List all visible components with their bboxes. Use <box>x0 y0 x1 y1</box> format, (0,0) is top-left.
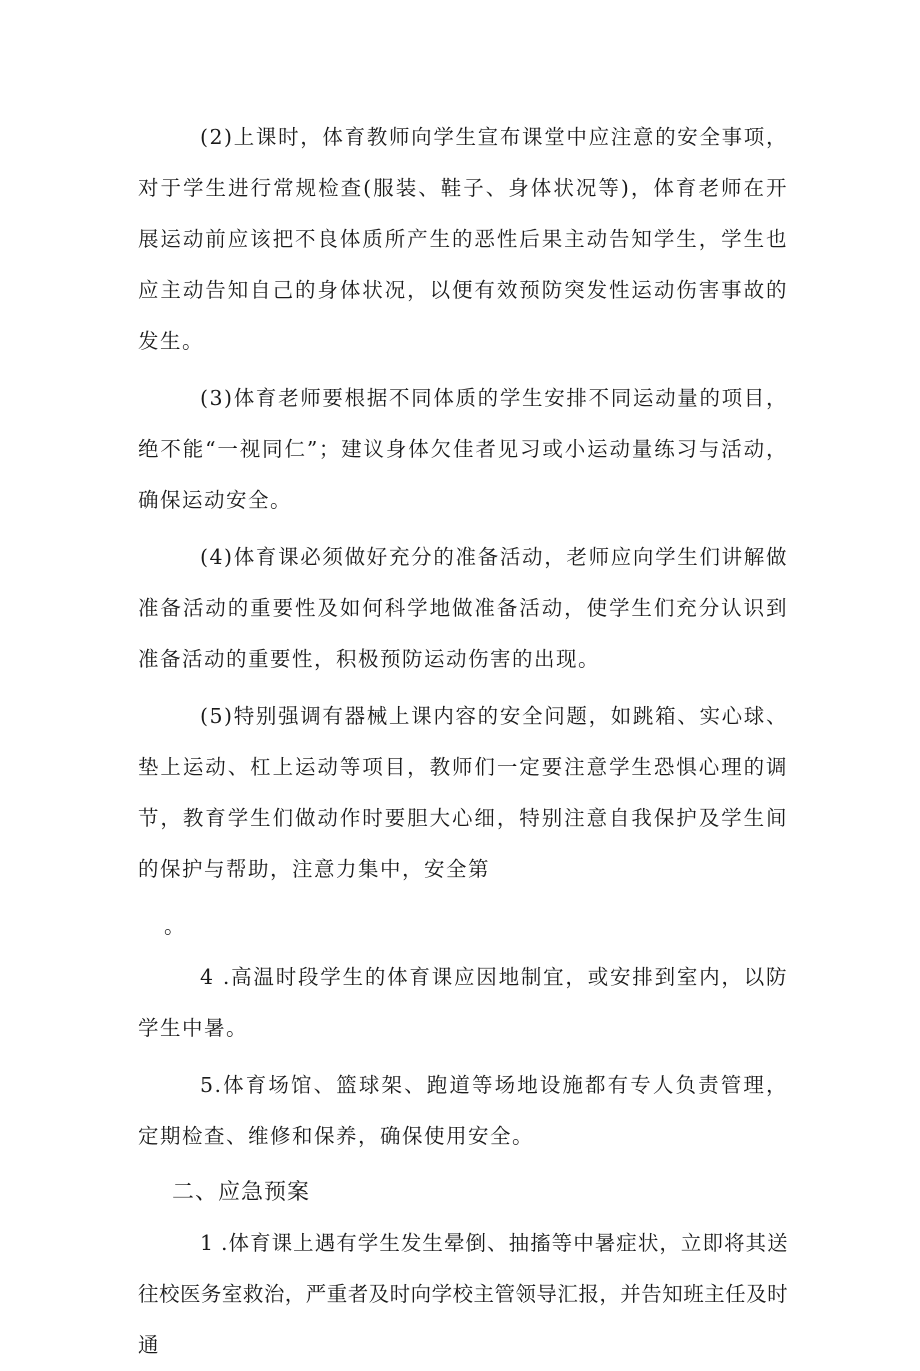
paragraph-2: (2)上课时，体育教师向学生宣布课堂中应注意的安全事项，对于学生进行常规检查(服装、鞋子、身体状况等)，体育老师在开展运动前应该把不良体质所产生的恶性后果主动告知学生，学生也应主动告知自己的身体状况，以便有效预防突发性运动伤害事故的发生。 <box>138 125 788 353</box>
paragraph-4: (4)体育课必须做好充分的准备活动，老师应向学生们讲解做准备活动的重要性及如何科学地做准备活动，使学生们充分认识到准备活动的重要性，积极预防运动伤害的出现。 <box>138 545 788 671</box>
item-5: 5.体育场馆、篮球架、跑道等场地设施都有专人负责管理，定期检查、维修和保养，确保使用安全。 <box>138 1073 788 1148</box>
document-page <box>138 112 788 1371</box>
paragraph-3: (3)体育老师要根据不同体质的学生安排不同运动量的项目，绝不能“一视同仁”；建议身体欠佳者见习或小运动量练习与活动，确保运动安全。 <box>138 386 788 512</box>
paragraph-5: (5)特别强调有器械上课内容的安全问题，如跳箱、实心球、垫上运动、杠上运动等项目，教师们一定要注意学生恐惧心理的调节，教育学生们做动作时要胆大心细，特别注意自我保护及学生间的保护与帮助，注意力集中，安全第 <box>138 704 788 881</box>
stray-period: 。 <box>164 914 185 938</box>
plan-item-1: 1 .体育课上遇有学生发生晕倒、抽搐等中暑症状，立即将其送往校医务室救治，严重者及时向学校主管领导汇报，并告知班主任及时通 <box>138 1231 788 1357</box>
section-heading-emergency-plan: 二、应急预案 <box>172 1180 311 1205</box>
item-4: 4 .高温时段学生的体育课应因地制宜，或安排到室内，以防学生中暑。 <box>138 965 788 1040</box>
